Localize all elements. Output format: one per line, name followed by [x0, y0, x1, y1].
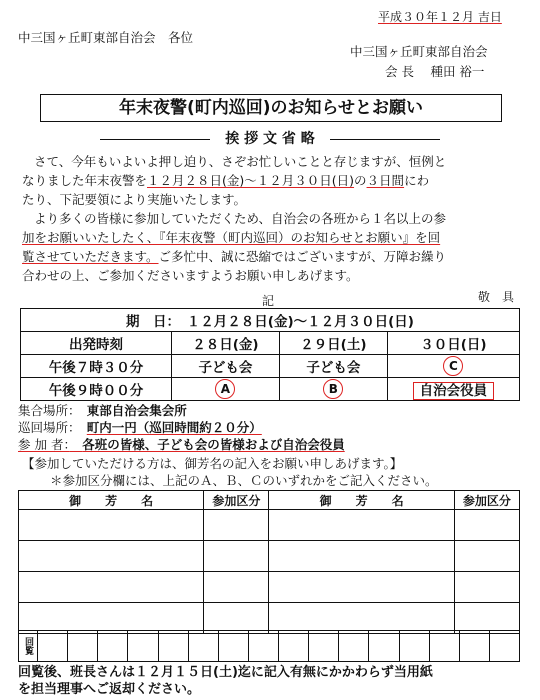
group-a-mark: A	[215, 379, 235, 399]
check-cell[interactable]	[489, 631, 519, 662]
check-cell[interactable]	[399, 631, 429, 662]
name-cell[interactable]	[269, 541, 454, 572]
category-header-1: 参加区分	[204, 491, 269, 510]
check-cell[interactable]	[339, 631, 369, 662]
check-cell[interactable]	[459, 631, 489, 662]
sender-org: 中三国ヶ丘町東部自治会	[350, 44, 488, 59]
date-29: ２９日(土)	[279, 332, 387, 355]
body-text: さて、今年もいよいよ押し迫り、さぞお忙しいことと存じますが、恒例と なりました年末夜警を１２月２８日(金)～１２月３０日(日)の３日間にわ たり、下記要領により実施いたします。 より多くの皆様に参加していただくため、自治会の各班から１名以上の参 加をお願いいたしたく、『年末夜警（町内巡回）のお知らせとお願い』を回 覧させていただきます。ご多忙中、誠に恐縮ではございますが、万障お繰り 合わせの上、ご参加くださいますようお願い申しあげます。	[22, 154, 447, 283]
category-cell[interactable]	[204, 541, 269, 572]
recipient: 中三国ヶ丘町東部自治会 各位	[18, 30, 194, 45]
category-cell[interactable]	[454, 510, 519, 541]
category-cell[interactable]	[454, 541, 519, 572]
entry-row	[19, 572, 520, 603]
name-cell[interactable]	[19, 510, 204, 541]
keigu-label: 敬 具	[478, 290, 515, 304]
name-cell[interactable]	[269, 572, 454, 603]
check-cell[interactable]	[369, 631, 399, 662]
check-cell[interactable]	[309, 631, 339, 662]
name-cell[interactable]	[19, 572, 204, 603]
schedule-table	[20, 308, 520, 401]
name-cell[interactable]	[269, 603, 454, 634]
slot-30-2	[387, 378, 519, 401]
date-30: ３０日(日)	[387, 332, 519, 355]
slot-28-2	[172, 378, 280, 401]
check-cell[interactable]	[279, 631, 309, 662]
date: 平成３０年１２月 吉日	[378, 10, 502, 24]
slot-30-1	[387, 355, 519, 378]
name-cell[interactable]	[19, 603, 204, 634]
category-header-2: 参加区分	[454, 491, 519, 510]
entry-table	[18, 490, 520, 634]
schedule-period: 期 日： １２月２８日(金)～１２月３０日(日)	[21, 309, 520, 332]
group-c-mark: C	[443, 356, 463, 376]
name-header-2: 御 芳 名	[269, 491, 454, 510]
entry-row	[19, 510, 520, 541]
note-1: 【参加していただける方は、御芳名の記入をお願い申しあげます。】	[22, 456, 403, 471]
time-1930: 午後７時３０分	[21, 355, 172, 378]
slot-29-1: 子ども会	[279, 355, 387, 378]
time-2100: 午後９時００分	[21, 378, 172, 401]
circulation-label: 回覧	[19, 631, 38, 662]
check-cell[interactable]	[248, 631, 278, 662]
category-cell[interactable]	[454, 603, 519, 634]
note-2: ＊参加区分欄には、上記のＡ、Ｂ、Ｃのいずれかをご記入ください。	[50, 473, 438, 488]
category-cell[interactable]	[454, 572, 519, 603]
check-cell[interactable]	[68, 631, 98, 662]
entry-row	[19, 603, 520, 634]
greeting: 挨 拶 文 省 略	[0, 128, 540, 148]
officers-mark: 自治会役員	[413, 382, 495, 400]
category-cell[interactable]	[204, 603, 269, 634]
slot-28-1: 子ども会	[172, 355, 280, 378]
circulation-table	[18, 630, 520, 662]
footer-note: 回覧後、班長さんは１２月１５日(土)迄に記入有無にかかわらず当用紙 を担当理事へご返却ください。	[18, 665, 433, 697]
info-block: 集合場所： 東部自治会集会所 巡回場所： 町内一円（巡回時間約２０分） 参 加 者： 各班の皆様、子ども会の皆様および自治会役員	[18, 403, 345, 452]
check-cell[interactable]	[429, 631, 459, 662]
name-cell[interactable]	[19, 541, 204, 572]
sender-person: 会 長 種田 裕一	[385, 64, 485, 79]
check-cell[interactable]	[128, 631, 158, 662]
name-cell[interactable]	[269, 510, 454, 541]
category-cell[interactable]	[204, 510, 269, 541]
slot-29-2	[279, 378, 387, 401]
check-cell[interactable]	[218, 631, 248, 662]
category-cell[interactable]	[204, 572, 269, 603]
check-cell[interactable]	[188, 631, 218, 662]
group-b-mark: B	[323, 379, 343, 399]
page-title: 年末夜警(町内巡回)のお知らせとお願い	[40, 94, 502, 122]
header-start-time: 出発時刻	[21, 332, 172, 355]
check-cell[interactable]	[98, 631, 128, 662]
check-cell[interactable]	[158, 631, 188, 662]
name-header-1: 御 芳 名	[19, 491, 204, 510]
entry-row	[19, 541, 520, 572]
check-cell[interactable]	[38, 631, 68, 662]
date-28: ２８日(金)	[172, 332, 280, 355]
ki-label: 記	[262, 294, 275, 308]
